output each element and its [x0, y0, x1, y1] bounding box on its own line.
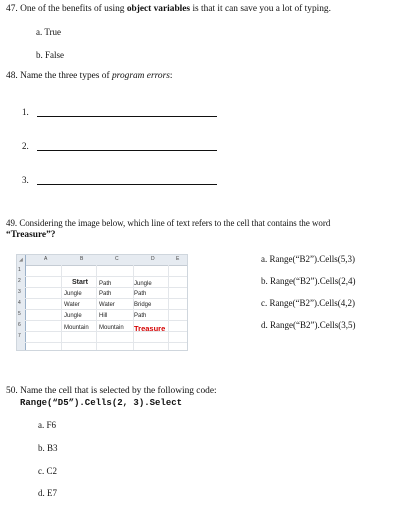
gridline — [168, 265, 169, 350]
q50-option-d: d. E7 — [38, 488, 57, 498]
q48-blank-3-label: 3. — [22, 175, 29, 185]
cell-b4: Water — [64, 302, 80, 308]
column-header-bar — [17, 255, 187, 266]
cell-c5: Hill — [99, 313, 108, 319]
q49-option-a: a. Range(“B2”).Cells(5,3) — [261, 254, 355, 264]
cell-d6: Treasure — [134, 324, 166, 333]
gridline — [25, 276, 187, 277]
cell-c6: Mountain — [99, 325, 124, 331]
question-48 — [6, 71, 172, 81]
gridline — [25, 342, 187, 343]
row-header-6: 6 — [18, 322, 21, 328]
q48-blank-1-label: 1. — [22, 107, 29, 117]
gridline — [25, 298, 187, 299]
column-header-e: E — [176, 256, 180, 262]
row-header-4: 4 — [18, 300, 21, 306]
row-header-2: 2 — [18, 278, 21, 284]
question-47-text-start: 47. One of the benefits of using — [6, 4, 127, 14]
q49-option-b: b. Range(“B2”).Cells(2,4) — [261, 276, 356, 286]
row-header-7: 7 — [18, 333, 21, 339]
row-header-3: 3 — [18, 289, 21, 295]
q48-blank-2-line[interactable] — [37, 150, 217, 151]
gridline — [96, 265, 97, 350]
column-header-b: B — [80, 256, 84, 262]
cell-c3: Path — [99, 291, 112, 297]
q48-blank-2-label: 2. — [22, 141, 29, 151]
cell-d2: Jungle — [134, 281, 152, 287]
gridline — [25, 287, 187, 288]
gridline — [25, 309, 187, 310]
row-header-5: 5 — [18, 311, 21, 317]
select-all-corner-icon: ◢ — [19, 257, 23, 263]
q47-option-a: a. True — [36, 27, 62, 37]
row-header-1: 1 — [18, 267, 21, 273]
question-48-text-end: : — [169, 71, 173, 81]
gridline — [61, 265, 62, 350]
question-48-italic-term: program errors — [111, 71, 170, 81]
q50-option-a: a. F6 — [38, 420, 56, 430]
cell-b2: Start — [72, 279, 88, 286]
q47-option-b: b. False — [36, 50, 64, 60]
question-49-line-1: 49. Considering the image below, which line of text refers to the cell that contains the word — [6, 218, 331, 228]
q50-option-b: b. B3 — [38, 443, 58, 453]
question-50-line-1: 50. Name the cell that is selected by the following code: — [6, 386, 217, 396]
spreadsheet-image — [16, 254, 188, 351]
q49-option-d: d. Range(“B2”).Cells(3,5) — [261, 320, 356, 330]
q48-blank-1-line[interactable] — [37, 116, 217, 117]
question-50-code: Range(“D5”).Cells(2, 3).Select — [20, 398, 183, 408]
question-48-text-start: 48. Name the three types of — [6, 71, 112, 81]
cell-b6: Mountain — [64, 325, 89, 331]
column-header-c: C — [115, 256, 119, 262]
column-header-d: D — [151, 256, 155, 262]
question-47-text-end: is that it can save you a lot of typing. — [190, 4, 331, 14]
question-47 — [6, 4, 331, 14]
cell-d5: Path — [134, 313, 147, 319]
column-header-a: A — [44, 256, 48, 262]
cell-b5: Jungle — [64, 313, 82, 319]
q49-option-c: c. Range(“B2”).Cells(4,2) — [261, 298, 355, 308]
question-47-bold-term: object variables — [126, 4, 191, 14]
question-49-line-2: “Treasure”? — [6, 230, 56, 240]
cell-d4: Bridge — [134, 302, 152, 308]
cell-d3: Path — [134, 291, 147, 297]
cell-c4: Water — [99, 302, 115, 308]
gridline — [25, 320, 187, 321]
q48-blank-3-line[interactable] — [37, 184, 217, 185]
q50-option-c: c. C2 — [38, 466, 57, 476]
cell-b3: Jungle — [64, 291, 82, 297]
cell-c2: Path — [99, 281, 112, 287]
